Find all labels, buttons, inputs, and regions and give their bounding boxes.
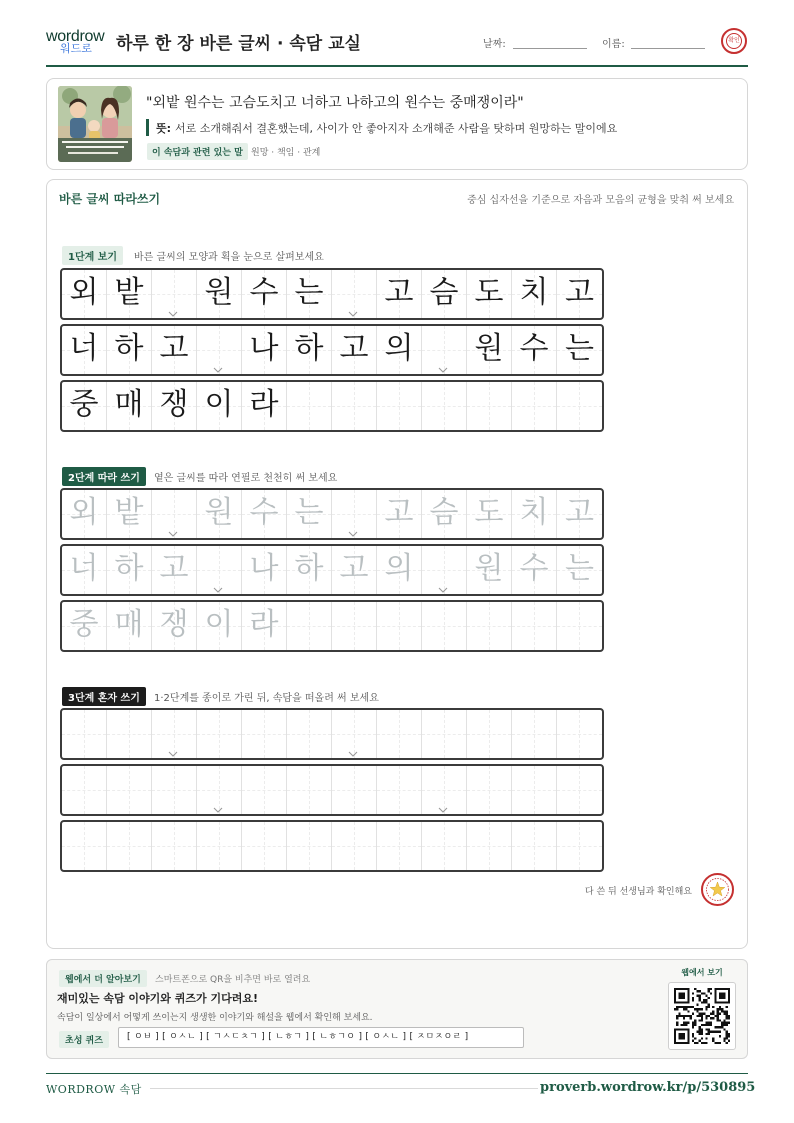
trace-character: 쟁: [159, 607, 189, 642]
grid-cell[interactable]: [242, 710, 287, 758]
grid-cell[interactable]: [152, 710, 197, 758]
space-marker-icon: [168, 522, 178, 528]
related-words-tag: 이 속담과 관련 있는 말: [147, 143, 248, 160]
trace-character: 고: [339, 551, 369, 586]
space-marker-icon: [438, 798, 448, 804]
logo-wordmark: wordrow: [46, 28, 105, 45]
trace-character: 는: [565, 551, 594, 586]
grid-cell[interactable]: [422, 822, 467, 870]
step1-badge: 1단계 보기: [62, 246, 123, 265]
grid-cell[interactable]: [557, 490, 602, 538]
space-marker-icon: [348, 522, 358, 528]
grid-cell: [512, 326, 557, 374]
grid-cell: [287, 270, 332, 318]
writing-row-stage2-2[interactable]: [60, 544, 604, 596]
step2-badge: 2단계 따라 쓰기: [62, 467, 146, 486]
grid-cell[interactable]: [107, 602, 152, 650]
grid-cell[interactable]: [197, 822, 242, 870]
trace-character: 수: [519, 551, 549, 586]
grid-cell: [332, 326, 377, 374]
space-marker-icon: [438, 358, 448, 364]
grid-cell: [467, 270, 512, 318]
space-marker-icon: [168, 302, 178, 308]
step1-description: 바른 글씨의 모양과 획을 눈으로 살펴보세요: [134, 252, 324, 263]
grid-cell: [557, 326, 602, 374]
grid-cell: [332, 382, 377, 430]
grid-cell: [332, 270, 377, 318]
related-words: 원망 · 책임 · 관계: [251, 148, 321, 158]
model-character: 수: [519, 331, 549, 366]
grid-cell[interactable]: [152, 546, 197, 594]
grid-cell: [152, 326, 197, 374]
trace-character: 고: [565, 495, 594, 530]
grid-cell[interactable]: [287, 822, 332, 870]
writing-row-stage2-1[interactable]: [60, 488, 604, 540]
grid-cell: [467, 326, 512, 374]
grid-cell[interactable]: [377, 766, 422, 814]
model-character: 하: [294, 331, 324, 366]
model-character: 고: [565, 275, 594, 310]
grid-cell: [242, 382, 287, 430]
header-divider: [46, 65, 748, 67]
grid-cell[interactable]: [197, 602, 242, 650]
footer-line: [150, 1088, 538, 1089]
grid-cell: [377, 326, 422, 374]
grid-cell: [557, 270, 602, 318]
grid-cell[interactable]: [332, 766, 377, 814]
date-field[interactable]: [513, 36, 587, 49]
space-marker-icon: [438, 578, 448, 584]
grid-cell[interactable]: [557, 766, 602, 814]
space-marker-icon: [348, 742, 358, 748]
grid-cell[interactable]: [512, 766, 557, 814]
grid-cell[interactable]: [242, 766, 287, 814]
trace-character: 중: [69, 607, 99, 642]
grid-cell: [242, 270, 287, 318]
teacher-confirm-text: 다 쓴 뒤 선생님과 확인해요: [584, 887, 692, 897]
grid-cell[interactable]: [197, 546, 242, 594]
footer-url-link[interactable]: proverb.wordrow.kr/p/530895: [540, 1080, 756, 1095]
grid-cell: [512, 270, 557, 318]
model-character: 나: [249, 331, 279, 366]
space-marker-icon: [213, 798, 223, 804]
grid-cell[interactable]: [557, 602, 602, 650]
grid-cell: [467, 382, 512, 430]
trace-character: 원: [204, 495, 234, 530]
grid-cell[interactable]: [287, 602, 332, 650]
grid-cell[interactable]: [107, 546, 152, 594]
grid-cell[interactable]: [287, 490, 332, 538]
model-character: 라: [249, 387, 279, 422]
model-character: 너: [69, 331, 99, 366]
chosung-quiz: [ ㅇㅂ ] [ ㅇㅅㄴ ] [ ㄱㅅㄷㅊㄱ ] [ ㄴㅎㄱ ] [ ㄴㅎㄱㅇ ] [ ㅇㅅㄴ ] [ ㅈㅁㅈㅇㄹ ]: [118, 1027, 524, 1048]
model-character: 이: [204, 387, 234, 422]
grid-cell: [197, 270, 242, 318]
model-character: 외: [69, 275, 99, 310]
grid-cell[interactable]: [242, 602, 287, 650]
grid-cell[interactable]: [467, 546, 512, 594]
footer-brand: WORDROW 속담: [46, 1083, 142, 1096]
grid-cell[interactable]: [557, 546, 602, 594]
trace-character: 이: [204, 607, 234, 642]
space-marker-icon: [168, 742, 178, 748]
grid-cell[interactable]: [422, 602, 467, 650]
trace-character: 의: [384, 551, 414, 586]
model-character: 쟁: [159, 387, 189, 422]
model-character: 는: [565, 331, 594, 366]
web-view-label: 웹에서 보기: [681, 968, 723, 977]
model-character: 고: [339, 331, 369, 366]
qr-code[interactable]: [668, 982, 736, 1050]
grid-cell[interactable]: [242, 546, 287, 594]
proverb-text: "외밭 원수는 고슴도치고 너하고 나하고의 원수는 중매쟁이라": [146, 95, 524, 111]
model-character: 는: [294, 275, 324, 310]
web-more-tag: 웹에서 더 알아보기: [59, 970, 147, 987]
grid-cell[interactable]: [197, 710, 242, 758]
trace-character: 고: [159, 551, 189, 586]
proverb-illustration: [58, 86, 132, 162]
model-character: 원: [204, 275, 234, 310]
grid-cell[interactable]: [512, 602, 557, 650]
meaning-accent-bar: [146, 119, 149, 136]
step3-description: 1·2단계를 종이로 가린 뒤, 속담을 떠올려 써 보세요: [154, 693, 379, 704]
model-character: 하: [114, 331, 144, 366]
grid-cell[interactable]: [332, 490, 377, 538]
grid-cell[interactable]: [422, 546, 467, 594]
grid-cell[interactable]: [107, 766, 152, 814]
grid-cell[interactable]: [287, 546, 332, 594]
model-character: 수: [249, 275, 279, 310]
grid-cell[interactable]: [152, 490, 197, 538]
name-label: 이름:: [602, 39, 625, 50]
model-character: 원: [474, 331, 504, 366]
star-seal-icon: [701, 873, 734, 906]
grid-cell[interactable]: [422, 766, 467, 814]
meaning-label: 뜻:: [156, 122, 172, 135]
grid-cell[interactable]: [287, 766, 332, 814]
grid-cell[interactable]: [287, 710, 332, 758]
trace-character: 슴: [429, 495, 459, 530]
grid-cell[interactable]: [197, 766, 242, 814]
trace-character: 하: [114, 551, 144, 586]
trace-character: 하: [294, 551, 324, 586]
trace-character: 는: [294, 495, 324, 530]
model-character: 중: [69, 387, 99, 422]
grid-cell[interactable]: [62, 822, 107, 870]
web-description: 속담이 일상에서 어떻게 쓰이는지 생생한 이야기와 해설을 웹에서 확인해 보세요.: [57, 1013, 373, 1023]
model-character: 치: [519, 275, 549, 310]
grid-cell: [197, 382, 242, 430]
trace-character: 고: [384, 495, 414, 530]
grid-cell: [287, 382, 332, 430]
page-title: 하루 한 장 바른 글씨 · 속담 교실: [116, 34, 361, 54]
chosung-quiz-tag: 초성 퀴즈: [59, 1031, 109, 1048]
grid-cell: [107, 326, 152, 374]
grid-cell: [287, 326, 332, 374]
grid-cell[interactable]: [377, 822, 422, 870]
grid-cell[interactable]: [242, 490, 287, 538]
grid-cell: [422, 326, 467, 374]
writing-row-stage2-3[interactable]: [60, 600, 604, 652]
grid-cell: [512, 382, 557, 430]
logo-korean-wordmark: 워드로: [60, 42, 92, 55]
grid-cell[interactable]: [467, 490, 512, 538]
grid-cell[interactable]: [242, 822, 287, 870]
grid-cell[interactable]: [422, 490, 467, 538]
step3-badge: 3단계 혼자 쓰기: [62, 687, 146, 706]
grid-cell[interactable]: [332, 822, 377, 870]
grid-cell: [107, 270, 152, 318]
grid-cell[interactable]: [557, 822, 602, 870]
grid-cell[interactable]: [512, 822, 557, 870]
grid-cell[interactable]: [512, 546, 557, 594]
grid-cell: [422, 382, 467, 430]
grid-cell[interactable]: [152, 822, 197, 870]
grid-cell[interactable]: [377, 710, 422, 758]
name-field[interactable]: [631, 36, 705, 49]
grid-cell: [62, 270, 107, 318]
grid-cell[interactable]: [467, 602, 512, 650]
meaning-text: 서로 소개해줘서 결혼했는데, 사이가 안 좋아지자 소개해준 사람을 탓하며 원망하는 말이에요: [175, 122, 618, 135]
grid-cell[interactable]: [62, 766, 107, 814]
grid-cell: [107, 382, 152, 430]
grid-cell[interactable]: [332, 710, 377, 758]
model-character: 매: [114, 387, 144, 422]
writing-row-stage1-2: [60, 324, 604, 376]
grid-cell[interactable]: [62, 546, 107, 594]
grid-cell[interactable]: [557, 710, 602, 758]
trace-character: 수: [249, 495, 279, 530]
grid-cell: [242, 326, 287, 374]
space-marker-icon: [213, 578, 223, 584]
web-headline: 재미있는 속담 이야기와 퀴즈가 기다려요!: [57, 992, 258, 1005]
grid-cell: [152, 382, 197, 430]
grid-cell: [377, 270, 422, 318]
grid-cell[interactable]: [107, 710, 152, 758]
grid-cell[interactable]: [332, 602, 377, 650]
web-qr-hint: 스마트폰으로 QR을 비추면 바로 열려요: [155, 975, 311, 985]
model-character: 고: [159, 331, 189, 366]
grid-cell: [377, 382, 422, 430]
grid-cell[interactable]: [107, 822, 152, 870]
space-marker-icon: [213, 358, 223, 364]
footer-divider: [46, 1073, 748, 1074]
writing-row-stage3-2[interactable]: [60, 764, 604, 816]
grid-cell[interactable]: [197, 490, 242, 538]
trace-character: 너: [69, 551, 99, 586]
practice-section-hint: 중심 십자선을 기준으로 자음과 모음의 균형을 맞춰 써 보세요: [467, 195, 734, 206]
grid-cell: [422, 270, 467, 318]
trace-character: 도: [474, 495, 504, 530]
grid-cell: [62, 326, 107, 374]
model-character: 슴: [429, 275, 459, 310]
grid-cell[interactable]: [467, 822, 512, 870]
model-character: 밭: [114, 275, 144, 310]
space-marker-icon: [348, 302, 358, 308]
grid-cell[interactable]: [467, 766, 512, 814]
trace-character: 원: [474, 551, 504, 586]
trace-character: 나: [249, 551, 279, 586]
grid-cell[interactable]: [377, 546, 422, 594]
grid-cell[interactable]: [62, 710, 107, 758]
grid-cell: [62, 382, 107, 430]
grid-cell[interactable]: [422, 710, 467, 758]
grid-cell[interactable]: [62, 490, 107, 538]
grid-cell[interactable]: [152, 602, 197, 650]
grid-cell: [197, 326, 242, 374]
check-stamp-icon: [721, 28, 747, 54]
practice-section-title: 바른 글씨 따라쓰기: [59, 192, 161, 206]
trace-character: 라: [249, 607, 279, 642]
trace-character: 매: [114, 607, 144, 642]
grid-cell[interactable]: [377, 490, 422, 538]
model-character: 도: [474, 275, 504, 310]
grid-cell[interactable]: [467, 710, 512, 758]
grid-cell[interactable]: [512, 490, 557, 538]
trace-character: 외: [69, 495, 99, 530]
model-character: 의: [384, 331, 414, 366]
wordrow-logo: [46, 28, 106, 56]
writing-row-stage1-3: [60, 380, 604, 432]
trace-character: 치: [519, 495, 549, 530]
grid-cell[interactable]: [152, 766, 197, 814]
date-label: 날짜:: [483, 39, 506, 50]
model-character: 고: [384, 275, 414, 310]
grid-cell[interactable]: [512, 710, 557, 758]
step2-description: 옅은 글씨를 따라 연필로 천천히 써 보세요: [154, 473, 338, 484]
trace-character: 밭: [114, 495, 144, 530]
grid-cell[interactable]: [332, 546, 377, 594]
grid-cell[interactable]: [107, 490, 152, 538]
writing-row-stage3-1[interactable]: [60, 708, 604, 760]
grid-cell[interactable]: [377, 602, 422, 650]
grid-cell: [557, 382, 602, 430]
stamp-label: 확인: [728, 37, 740, 44]
writing-row-stage1-1: [60, 268, 604, 320]
writing-row-stage3-3[interactable]: [60, 820, 604, 872]
grid-cell: [152, 270, 197, 318]
grid-cell[interactable]: [62, 602, 107, 650]
